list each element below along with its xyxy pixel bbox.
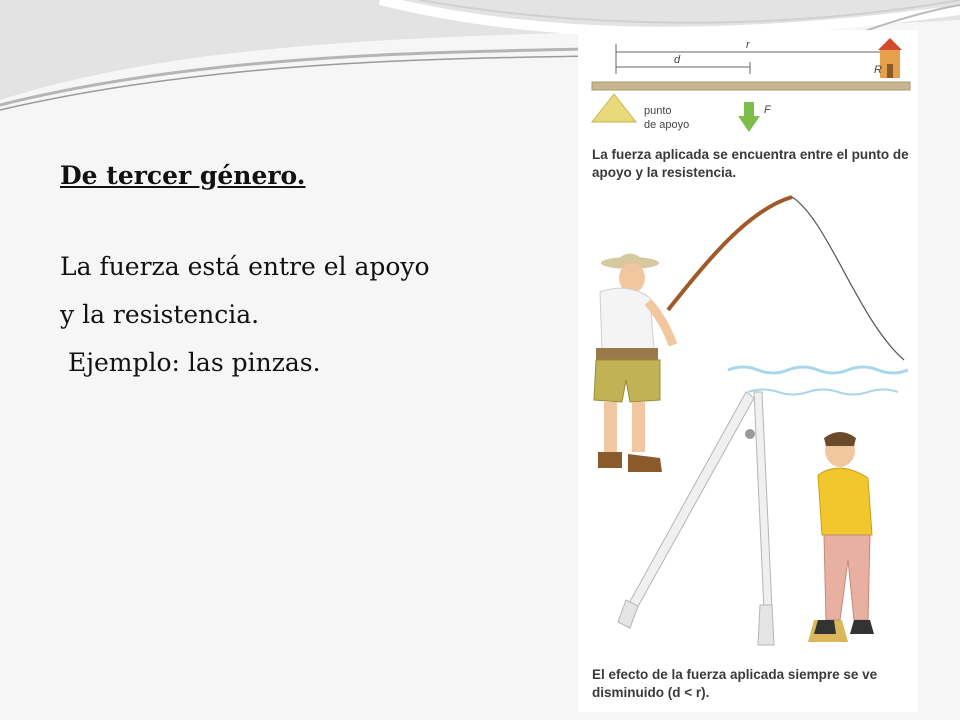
resistance-label: R — [874, 64, 882, 76]
fulcrum-triangle-icon — [592, 94, 636, 122]
fishing-rod — [668, 197, 792, 310]
fishing-line — [792, 197, 904, 360]
lever-bar — [592, 82, 910, 90]
force-label: F — [764, 104, 771, 116]
fulcrum-label-line2: de apoyo — [644, 119, 690, 131]
fulcrum-label — [644, 104, 689, 132]
force-arrow-icon — [738, 102, 760, 132]
slide-text-block — [60, 152, 560, 387]
body-line-3: Ejemplo: las pinzas. — [68, 348, 321, 377]
fulcrum-label-line1: punto — [644, 105, 672, 117]
lever-illustration — [578, 30, 918, 712]
lever-illustration-graphic — [578, 30, 918, 712]
boy-with-broom-figure — [808, 432, 874, 642]
water-waves — [728, 367, 908, 395]
caption-top: La fuerza aplicada se encuentra entre el punto de apoyo y la resistencia. — [592, 147, 909, 180]
body-line-1: La fuerza está entre el apoyo — [60, 252, 430, 281]
r-distance-label: r — [746, 39, 750, 51]
slide-heading: De tercer género. — [60, 161, 306, 190]
d-distance-label: d — [674, 54, 681, 66]
body-line-2: y la resistencia. — [60, 300, 260, 329]
caption-bottom: El efecto de la fuerza aplicada siempre se ve disminuido (d < r). — [592, 667, 878, 700]
fisherman-figure — [594, 254, 673, 473]
